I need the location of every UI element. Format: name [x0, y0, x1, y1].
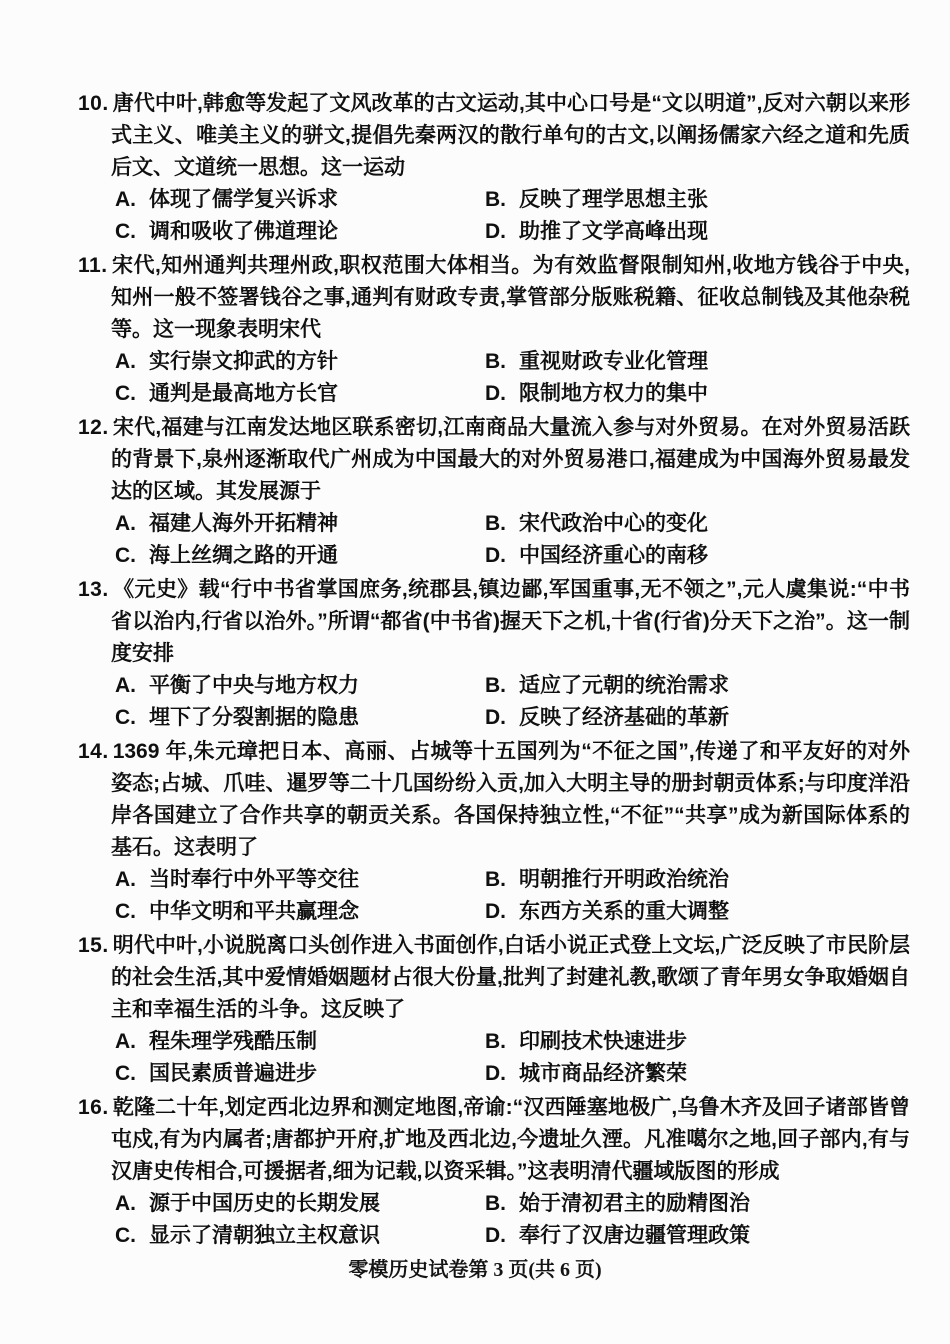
option	[115, 1026, 485, 1058]
option	[115, 508, 485, 540]
question-stem	[78, 1092, 910, 1188]
options-grid	[115, 864, 910, 928]
option	[485, 702, 910, 734]
option-text: 源于中国历史的长期发展	[149, 1192, 380, 1215]
option-text: 程朱理学残酷压制	[149, 1030, 317, 1053]
question-stem	[78, 736, 910, 864]
option-text: 中国经济重心的南移	[519, 544, 708, 567]
option-label: A.	[115, 868, 136, 891]
option-label: D.	[485, 220, 506, 243]
option-label: C.	[115, 1062, 136, 1085]
option	[485, 508, 910, 540]
question-text: 1369 年,朱元璋把日本、高丽、占城等十五国列为“不征之国”,传递了和平友好的对外姿态;占城、爪哇、暹罗等二十几国纷纷入贡,加入大明主导的册封朝贡体系;与印度洋沿岸各国建立了合作共享的朝贡关系。各国保持独立性,“不征”“共享”成为新国际体系的基石。这表明了	[111, 740, 910, 859]
option	[485, 346, 910, 378]
question-text: 乾隆二十年,划定西北边界和测定地图,帝谕:“汉西陲塞地极广,乌鲁木齐及回子诸部皆曾屯戍,有为内属者;唐都护开府,扩地及西北边,今遗址久湮。凡准噶尔之地,回子部内,有与汉唐史传相合,可援据者,细为记载,以资采辑。”这表明清代疆域版图的形成	[111, 1096, 910, 1183]
option-label: C.	[115, 544, 136, 567]
option	[115, 1220, 485, 1252]
question-stem	[78, 88, 910, 184]
page-footer	[0, 1253, 950, 1282]
option	[485, 1058, 910, 1090]
question-number: 11.	[78, 254, 108, 277]
option	[485, 864, 910, 896]
footer-text: 零模历史试卷第 3 页(共 6 页)	[348, 1259, 602, 1281]
option-text: 奉行了汉唐边疆管理政策	[519, 1224, 750, 1247]
option	[115, 540, 485, 572]
options-grid	[115, 184, 910, 248]
options-grid	[115, 346, 910, 410]
option-label: A.	[115, 188, 136, 211]
option-label: D.	[485, 1062, 506, 1085]
options-grid	[115, 508, 910, 572]
question-text: 宋代,知州通判共理州政,职权范围大体相当。为有效监督限制知州,收地方钱谷于中央,知州一般不签署钱谷之事,通判有财政专责,掌管部分版账税籍、征收总制钱及其他杂税等。这一现象表明宋代	[111, 254, 910, 341]
options-grid	[115, 1026, 910, 1090]
option-text: 反映了理学思想主张	[519, 188, 708, 211]
option-text: 福建人海外开拓精神	[149, 512, 338, 535]
questions-list	[78, 88, 910, 1254]
option-label: B.	[485, 512, 506, 535]
option	[485, 1220, 910, 1252]
question-number: 16.	[78, 1096, 109, 1119]
option-label: B.	[485, 188, 506, 211]
option	[115, 1058, 485, 1090]
option-label: C.	[115, 220, 136, 243]
question-item	[78, 412, 910, 572]
option	[485, 1188, 910, 1220]
option-label: A.	[115, 1030, 136, 1053]
option	[485, 670, 910, 702]
option-text: 助推了文学高峰出现	[519, 220, 708, 243]
option-text: 通判是最高地方长官	[149, 382, 338, 405]
option	[115, 216, 485, 248]
option-text: 海上丝绸之路的开通	[149, 544, 338, 567]
question-text: 宋代,福建与江南发达地区联系密切,江南商品大量流入参与对外贸易。在对外贸易活跃的背景下,泉州逐渐取代广州成为中国最大的对外贸易港口,福建成为中国海外贸易最发达的区域。其发展源于	[111, 416, 910, 503]
option	[485, 1026, 910, 1058]
question-stem	[78, 574, 910, 670]
option	[485, 184, 910, 216]
option	[115, 896, 485, 928]
option-label: B.	[485, 674, 506, 697]
option-text: 体现了儒学复兴诉求	[149, 188, 338, 211]
option-label: B.	[485, 350, 506, 373]
option-text: 东西方关系的重大调整	[519, 900, 729, 923]
option	[485, 896, 910, 928]
option-text: 适应了元朝的统治需求	[519, 674, 729, 697]
option-label: D.	[485, 900, 506, 923]
option	[115, 702, 485, 734]
option-text: 始于清初君主的励精图治	[519, 1192, 750, 1215]
option-label: A.	[115, 674, 136, 697]
option-text: 重视财政专业化管理	[519, 350, 708, 373]
option	[115, 864, 485, 896]
option-label: D.	[485, 706, 506, 729]
option-label: A.	[115, 350, 136, 373]
option	[115, 184, 485, 216]
option	[115, 670, 485, 702]
question-item	[78, 930, 910, 1090]
option-label: C.	[115, 706, 136, 729]
option-text: 明朝推行开明政治统治	[519, 868, 729, 891]
option	[115, 346, 485, 378]
question-item	[78, 736, 910, 928]
option-text: 印刷技术快速进步	[519, 1030, 687, 1053]
question-stem	[78, 412, 910, 508]
question-stem	[78, 250, 910, 346]
option	[485, 216, 910, 248]
question-item	[78, 250, 910, 410]
option-text: 限制地方权力的集中	[519, 382, 708, 405]
option-label: C.	[115, 1224, 136, 1247]
option-label: A.	[115, 512, 136, 535]
option-label: A.	[115, 1192, 136, 1215]
question-item	[78, 88, 910, 248]
question-item	[78, 574, 910, 734]
options-grid	[115, 670, 910, 734]
option-text: 平衡了中央与地方权力	[149, 674, 359, 697]
option-text: 实行崇文抑武的方针	[149, 350, 338, 373]
option-text: 显示了清朝独立主权意识	[149, 1224, 380, 1247]
option-text: 当时奉行中外平等交往	[149, 868, 359, 891]
option-label: D.	[485, 382, 506, 405]
options-grid	[115, 1188, 910, 1252]
option-label: C.	[115, 900, 136, 923]
option	[115, 1188, 485, 1220]
question-stem	[78, 930, 910, 1026]
option-label: D.	[485, 544, 506, 567]
option-text: 中华文明和平共赢理念	[149, 900, 359, 923]
option-label: B.	[485, 1030, 506, 1053]
question-text: 明代中叶,小说脱离口头创作进入书面创作,白话小说正式登上文坛,广泛反映了市民阶层的社会生活,其中爱情婚姻题材占很大份量,批判了封建礼教,歌颂了青年男女争取婚姻自主和幸福生活的斗争。这反映了	[111, 934, 911, 1021]
question-number: 10.	[78, 92, 109, 115]
option-text: 国民素质普遍进步	[149, 1062, 317, 1085]
question-number: 13.	[78, 578, 109, 601]
question-text: 《元史》载“行中书省掌国庶务,统郡县,镇边鄙,军国重事,无不领之”,元人虞集说:“中书省以治内,行省以治外。”所谓“都省(中书省)握天下之机,十省(行省)分天下之治”。这一制度安排	[111, 578, 910, 665]
option	[115, 378, 485, 410]
option-label: D.	[485, 1224, 506, 1247]
option-text: 宋代政治中心的变化	[519, 512, 708, 535]
option-text: 反映了经济基础的革新	[519, 706, 729, 729]
option-label: B.	[485, 1192, 506, 1215]
option-label: C.	[115, 382, 136, 405]
question-text: 唐代中叶,韩愈等发起了文风改革的古文运动,其中心口号是“文以明道”,反对六朝以来形式主义、唯美主义的骈文,提倡先秦两汉的散行单句的古文,以阐扬儒家六经之道和先质后文、文道统一思想。这一运动	[111, 92, 910, 179]
option-text: 埋下了分裂割据的隐患	[149, 706, 359, 729]
question-number: 15.	[78, 934, 109, 957]
option	[485, 540, 910, 572]
option	[485, 378, 910, 410]
option-text: 城市商品经济繁荣	[519, 1062, 687, 1085]
option-label: B.	[485, 868, 506, 891]
question-number: 12.	[78, 416, 109, 439]
question-item	[78, 1092, 910, 1252]
question-number: 14.	[78, 740, 109, 763]
option-text: 调和吸收了佛道理论	[149, 220, 338, 243]
